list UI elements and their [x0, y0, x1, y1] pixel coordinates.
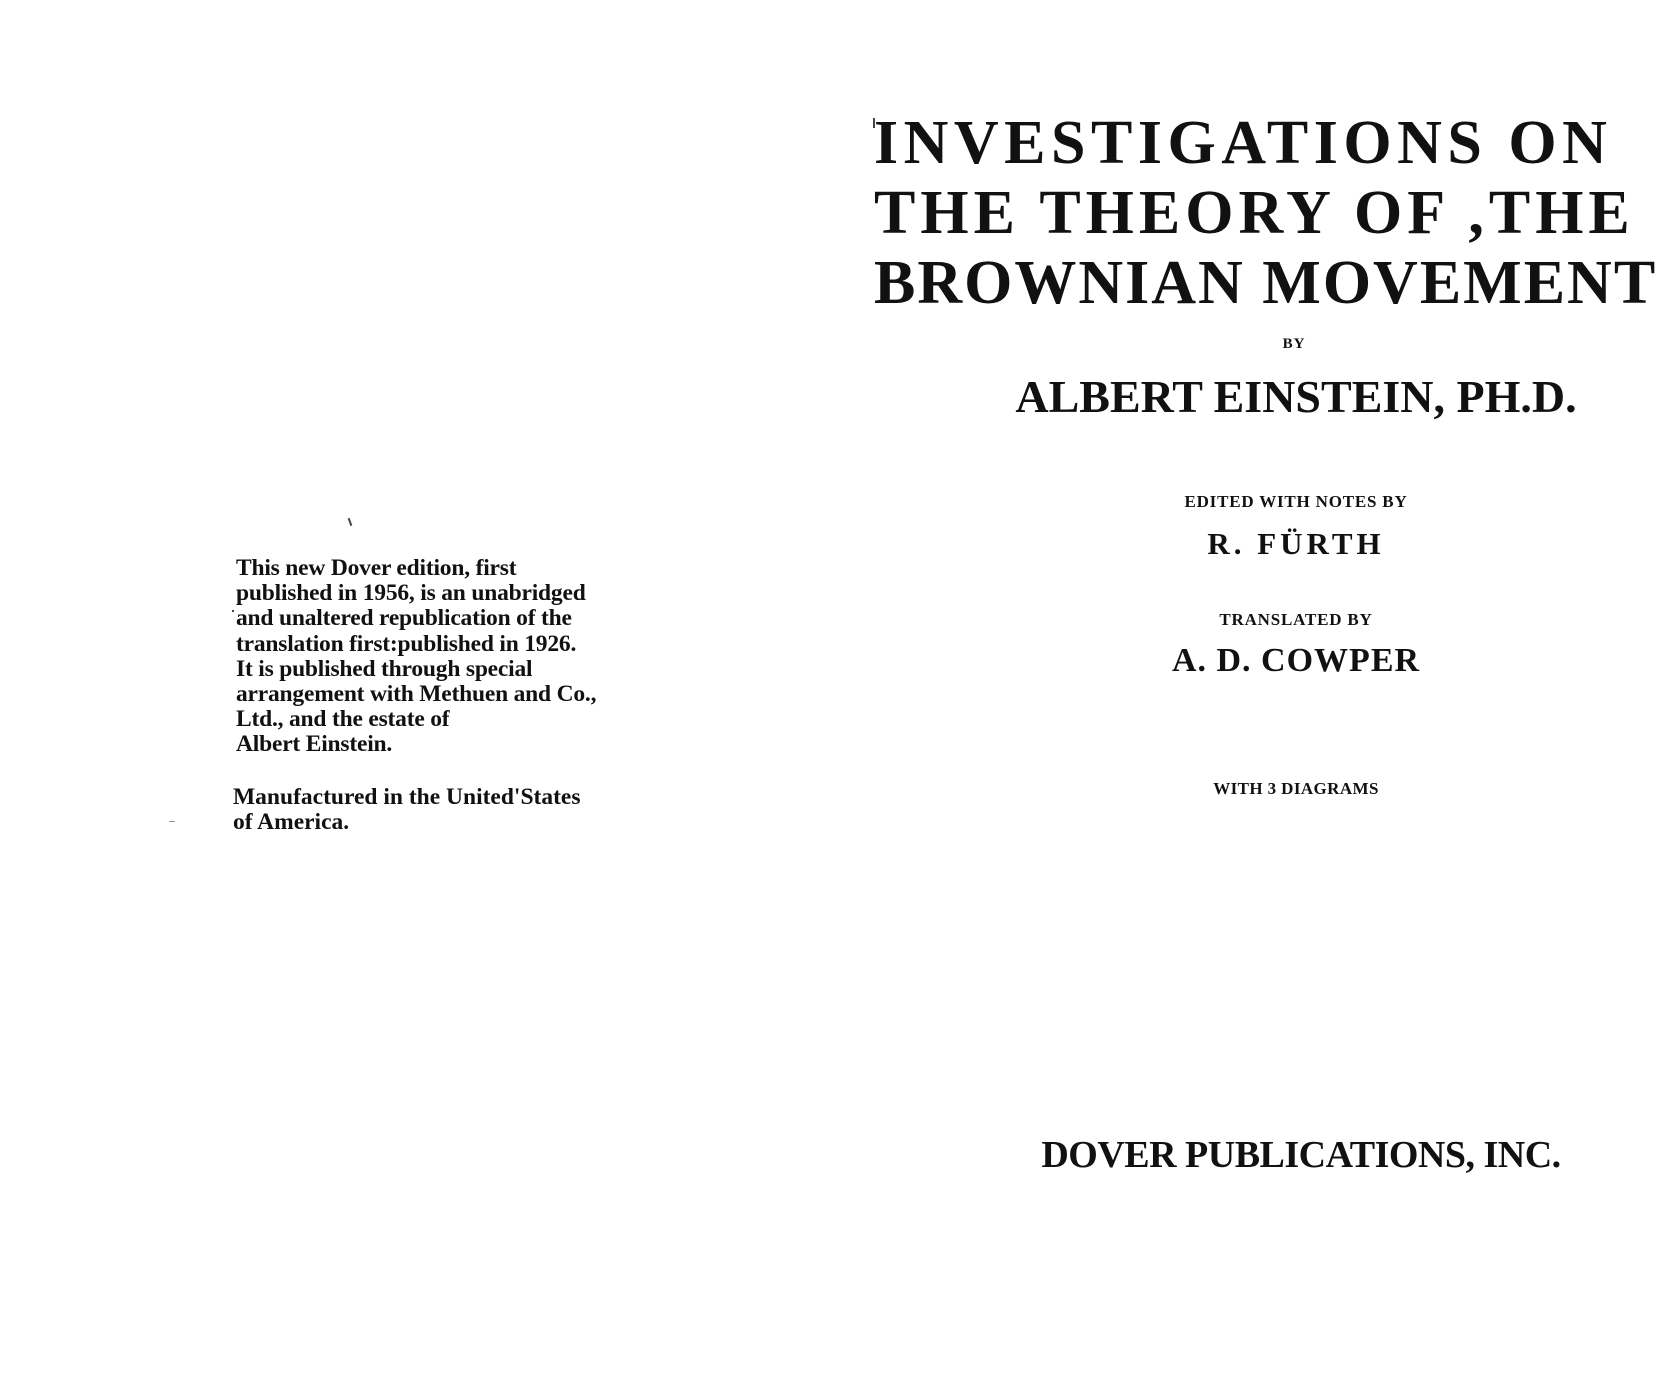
by-label: BY [1282, 336, 1306, 352]
title-line: INVESTIGATIONS ON [874, 109, 1613, 177]
edited-label: EDITED WITH NOTES BY [1184, 492, 1408, 511]
copyright-line: and unaltered republication of the [236, 605, 572, 632]
manufactured-line: Manufactured in the United'States [233, 784, 581, 810]
editor-name: R. FÜRTH [1207, 526, 1385, 561]
copyright-line: Albert Einstein. [236, 731, 393, 758]
copyright-line: Ltd., and the estate of [236, 706, 450, 733]
title-line: BROWNIAN MOVEMENT [874, 249, 1658, 317]
translated-label: TRANSLATED BY [1219, 610, 1373, 629]
book-title [874, 108, 1658, 318]
scan-speck [232, 610, 234, 612]
copyright-line: arrangement with Methuen and Co., [236, 681, 597, 708]
copyright-line: This new Dover edition, first [236, 555, 517, 581]
copyright-line: translation first:published in 1926. [236, 630, 577, 657]
copyright-line: It is published through special [236, 655, 533, 682]
translator-name: A. D. COWPER [1171, 642, 1421, 679]
publisher-name: DOVER PUBLICATIONS, INC. [1041, 1134, 1561, 1176]
manufactured-line: of America. [233, 809, 350, 836]
copyright-notice [236, 556, 676, 758]
scan-speck [348, 518, 353, 526]
copyright-line: published in 1956, is an unabridged [236, 580, 586, 607]
scan-speck [169, 821, 175, 822]
manufactured-notice [233, 785, 673, 835]
author-name: ALBERT EINSTEIN, PH.D. [1015, 371, 1577, 422]
diagrams-label: WITH 3 DIAGRAMS [1213, 779, 1379, 798]
title-line: THE THEORY OF ,THE [874, 179, 1635, 247]
